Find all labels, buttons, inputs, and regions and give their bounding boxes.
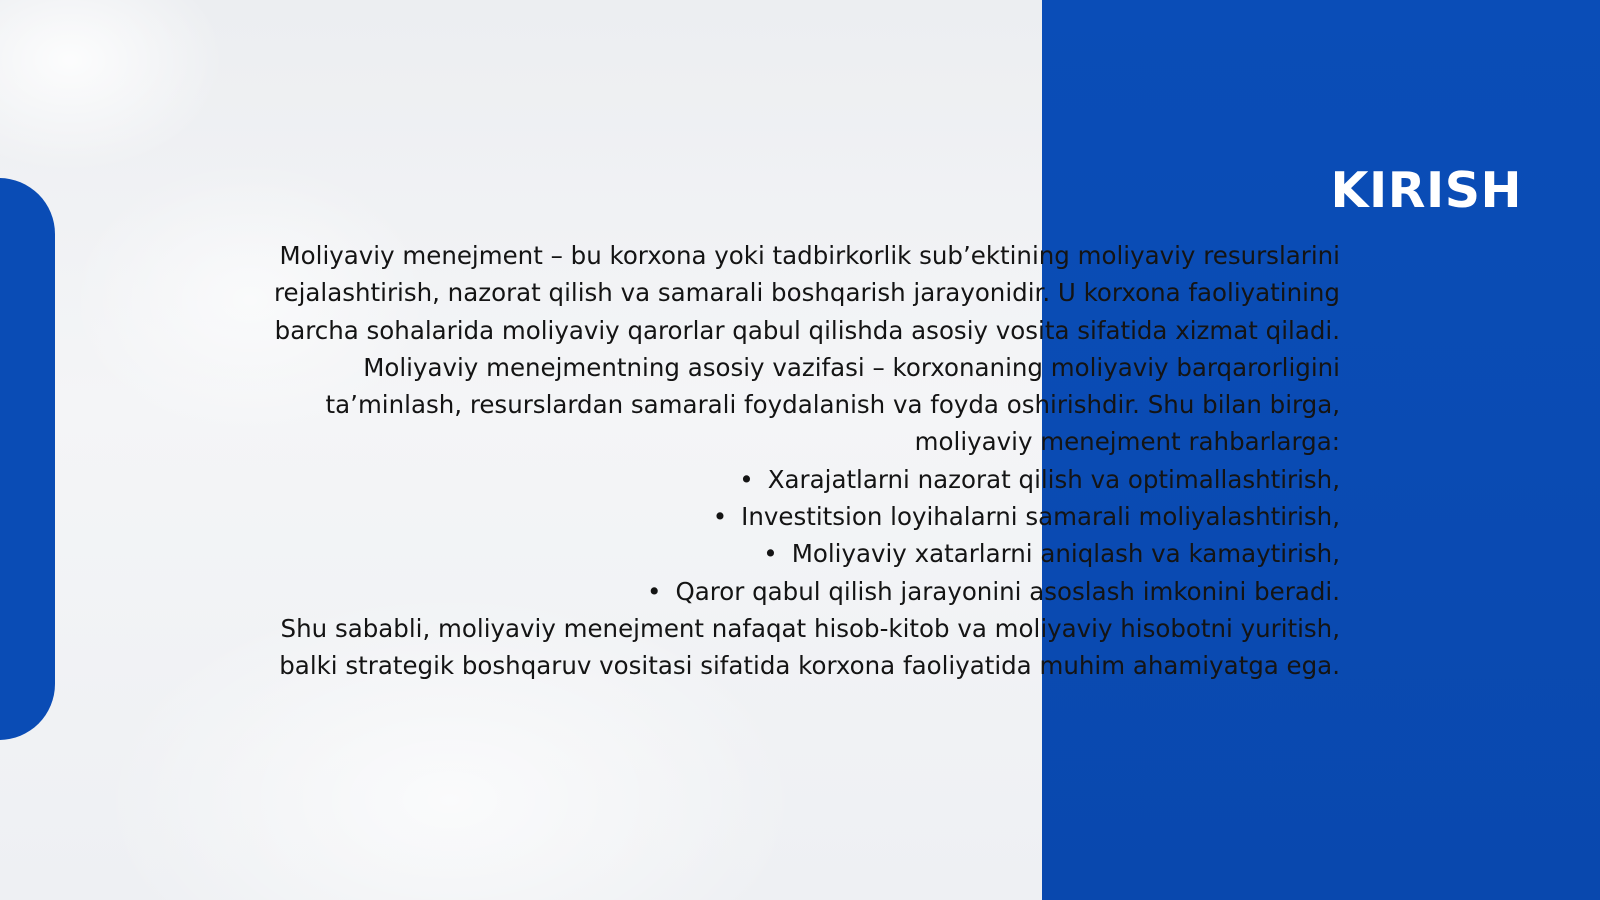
intro-paragraph: Moliyaviy menejment – bu korxona yoki tadbirkorlik sub’ektining moliyaviy resurslarini rejalashtirish, nazorat qilish va samarali boshqarish jarayonidir. U korxona faoliyatining barcha sohalarida moliyaviy qarorlar qabul qilishda asosiy vosita sifatida xizmat qiladi. [273, 241, 1340, 345]
tasks-paragraph: Moliyaviy menejmentning asosiy vazifasi – korxonaning moliyaviy barqarorligini ta’minlash, resurslardan samarali foydalanish va foyda oshirishdir. Shu bilan birga, moliyaviy menejment rahbarlarga: [325, 352, 1340, 457]
conclusion-paragraph: Shu sababli, moliyaviy menejment nafaqat hisob-kitob va moliyaviy hisobotni yuritish, balki strategik boshqaruv vositasi sifatida korxona faoliyatida muhim ahamiyatga ega. [279, 613, 1340, 681]
slide-body [250, 237, 1340, 685]
list-item-text: Qaror qabul qilish jarayonini asoslash imkonini beradi. [675, 576, 1340, 606]
bullet-icon: • [763, 539, 778, 569]
list-item-text: Xarajatlarni nazorat qilish va optimallashtirish, [767, 464, 1340, 494]
slide-title: KIRISH [1330, 162, 1522, 219]
list-item-text: Investitsion loyihalarni samarali moliyalashtirish, [741, 502, 1340, 532]
list-item-text: Moliyaviy xatarlarni aniqlash va kamaytirish, [791, 539, 1340, 569]
list-item [250, 461, 1340, 498]
list-item [250, 535, 1340, 572]
bullet-icon: • [712, 502, 728, 532]
benefits-list [250, 461, 1340, 610]
bullet-icon: • [739, 464, 754, 494]
left-accent-tab [0, 178, 55, 740]
list-item [250, 573, 1340, 610]
list-item [250, 498, 1340, 535]
bullet-icon: • [646, 576, 662, 606]
